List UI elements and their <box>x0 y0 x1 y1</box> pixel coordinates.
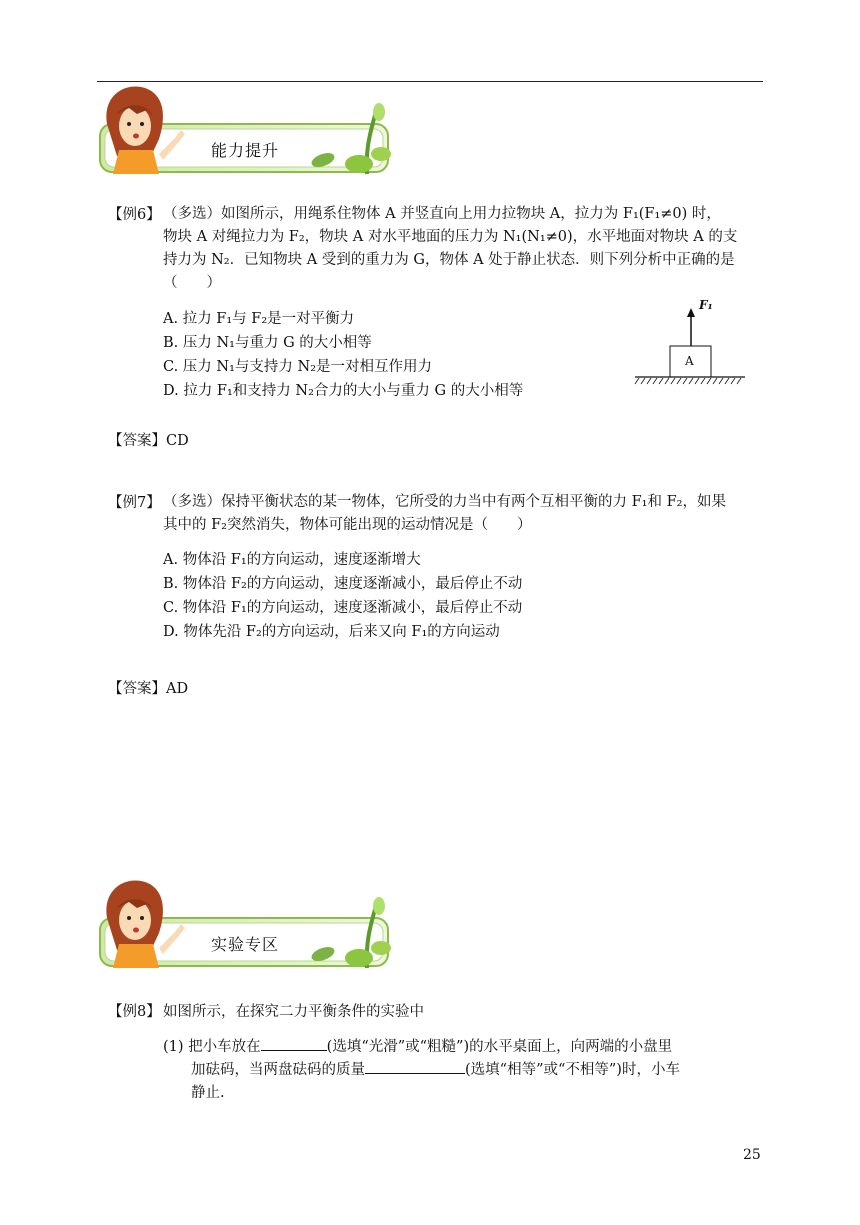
question-line: （多选）如图所示，用绳系住物体 A 并竖直向上用力拉物块 A，拉力为 F₁(F₁≠0) 时， <box>163 206 721 222</box>
cartoon-girl-icon <box>97 878 397 978</box>
cartoon-girl-icon <box>97 84 397 184</box>
question-line: 物块 A 对绳拉力为 F₂，物块 A 对水平地面的压力为 N₁(N₁≠0)，水平地面对物块 A 的支 <box>163 229 738 245</box>
example-6-options <box>163 307 523 403</box>
example-6-tag: 【例6】 <box>108 207 161 223</box>
force-diagram <box>633 296 748 388</box>
option: C. 物体沿 F₁的方向运动，速度逐渐减小，最后停止不动 <box>163 600 523 616</box>
answer-blank[interactable] <box>365 1059 465 1074</box>
answer-blank[interactable] <box>261 1036 327 1051</box>
example-6-answer: 【答案】CD <box>108 433 189 449</box>
question-text: 静止. <box>191 1085 225 1101</box>
block-label: A <box>685 354 694 368</box>
option: D. 拉力 F₁和支持力 N₂合力的大小与重力 G 的大小相等 <box>163 383 524 399</box>
option: D. 物体先沿 F₂的方向运动，后来又向 F₁的方向运动 <box>163 624 500 640</box>
section-banner-experiment <box>97 878 397 978</box>
example-7-question <box>163 491 763 537</box>
example-6-question <box>163 203 763 295</box>
section-banner-ability <box>97 84 397 184</box>
example-7-options <box>163 548 522 644</box>
force-label: F₁ <box>699 298 713 312</box>
header-rule <box>97 81 763 82</box>
example-8-tag: 【例8】 <box>108 1004 161 1020</box>
example-7-answer: 【答案】AD <box>108 681 189 697</box>
question-text: (选填“相等”或“不相等”)时，小车 <box>465 1062 680 1078</box>
example-8-question: 如图所示，在探究二力平衡条件的实验中 <box>163 1004 424 1020</box>
option: A. 物体沿 F₁的方向运动，速度逐渐增大 <box>163 552 421 568</box>
question-line: （多选）保持平衡状态的某一物体，它所受的力当中有两个互相平衡的力 F₁和 F₂，如果 <box>163 494 726 510</box>
question-text: (1) 把小车放在 <box>163 1039 261 1055</box>
example-8-part-1 <box>163 1036 763 1105</box>
option: A. 拉力 F₁与 F₂是一对平衡力 <box>163 311 355 327</box>
option: C. 压力 N₁与支持力 N₂是一对相互作用力 <box>163 359 433 375</box>
question-line: 持力为 N₂．已知物块 A 受到的重力为 G，物体 A 处于静止状态．则下列分析中正确的是 <box>163 252 735 268</box>
option: B. 压力 N₁与重力 G 的大小相等 <box>163 335 372 351</box>
question-text: 加砝码，当两盘砝码的质量 <box>191 1062 365 1078</box>
question-line: 其中的 F₂突然消失，物体可能出现的运动情况是（ ） <box>163 517 532 533</box>
question-line: （ ） <box>163 275 221 291</box>
page-number: 25 <box>743 1147 761 1163</box>
question-text: (选填“光滑”或“粗糙”)的水平桌面上，向两端的小盘里 <box>326 1039 673 1055</box>
option: B. 物体沿 F₂的方向运动，速度逐渐减小，最后停止不动 <box>163 576 523 592</box>
section-title: 能力提升 <box>211 141 280 160</box>
example-7-tag: 【例7】 <box>108 495 161 511</box>
section-title: 实验专区 <box>211 935 280 954</box>
